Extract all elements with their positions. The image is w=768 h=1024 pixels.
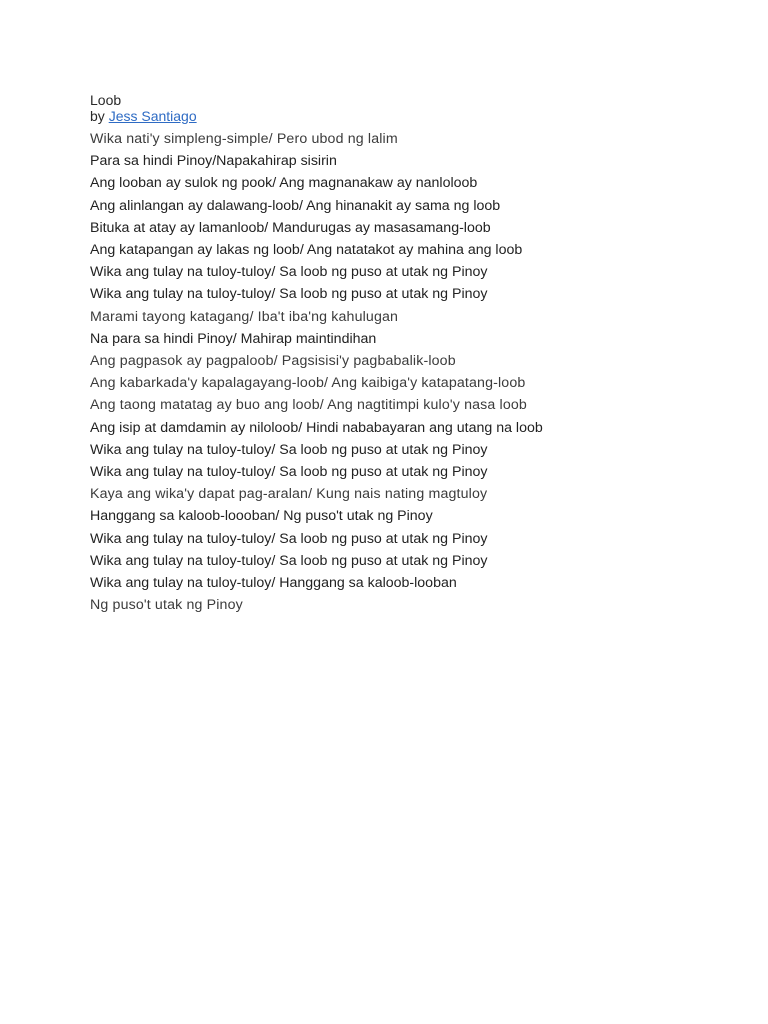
poem-lines bbox=[90, 128, 730, 616]
poem-line: Ang looban ay sulok ng pook/ Ang magnanakaw ay nanloloob bbox=[90, 175, 478, 192]
poem-line: Wika ang tulay na tuloy-tuloy/ Sa loob ng puso at utak ng Pinoy bbox=[90, 264, 488, 281]
poem-line: Bituka at atay ay lamanloob/ Mandurugas ay masasamang-loob bbox=[90, 219, 491, 236]
poem-line: Ang isip at damdamin ay niloloob/ Hindi nababayaran ang utang na loob bbox=[90, 419, 543, 436]
poem-line: Kaya ang wika'y dapat pag-aralan/ Kung nais nating magtuloy bbox=[90, 486, 488, 503]
poem-line: Ang kabarkada'y kapalagayang-loob/ Ang kaibiga'y katapatang-loob bbox=[90, 375, 526, 392]
poem-line: Wika ang tulay na tuloy-tuloy/ Sa loob ng puso at utak ng Pinoy bbox=[90, 441, 488, 458]
poem-line: Ang pagpasok ay pagpaloob/ Pagsisisi'y pagbabalik-loob bbox=[90, 353, 456, 370]
poem-line: Wika ang tulay na tuloy-tuloy/ Sa loob ng puso at utak ng Pinoy bbox=[90, 552, 488, 569]
poem-line: Wika ang tulay na tuloy-tuloy/ Sa loob ng puso at utak ng Pinoy bbox=[90, 286, 488, 303]
author-link[interactable]: Jess Santiago bbox=[108, 108, 197, 124]
document-body bbox=[90, 92, 730, 616]
poem-line: Ang katapangan ay lakas ng loob/ Ang natatakot ay mahina ang loob bbox=[90, 242, 523, 259]
poem-title: Loob bbox=[90, 92, 122, 108]
poem-line: Wika ang tulay na tuloy-tuloy/ Sa loob ng puso at utak ng Pinoy bbox=[90, 464, 488, 481]
poem-line: Wika ang tulay na tuloy-tuloy/ Sa loob ng puso at utak ng Pinoy bbox=[90, 530, 488, 547]
byline bbox=[90, 108, 730, 125]
poem-line: Ng puso't utak ng Pinoy bbox=[90, 597, 243, 614]
poem-line: Wika nati'y simpleng-simple/ Pero ubod ng lalim bbox=[90, 131, 398, 147]
poem-line: Marami tayong katagang/ Iba't iba'ng kahulugan bbox=[90, 308, 399, 325]
poem-line: Ang alinlangan ay dalawang-loob/ Ang hinanakit ay sama ng loob bbox=[90, 197, 501, 214]
poem-line: Ang taong matatag ay buo ang loob/ Ang nagtitimpi kulo'y nasa loob bbox=[90, 397, 527, 414]
byline-prefix: by bbox=[90, 108, 109, 124]
poem-line: Hanggang sa kaloob-loooban/ Ng puso't utak ng Pinoy bbox=[90, 508, 433, 525]
poem-line: Para sa hindi Pinoy/Napakahirap sisirin bbox=[90, 153, 337, 170]
poem-line: Wika ang tulay na tuloy-tuloy/ Hanggang sa kaloob-looban bbox=[90, 575, 457, 592]
poem-line: Na para sa hindi Pinoy/ Mahirap maintindihan bbox=[90, 330, 377, 347]
